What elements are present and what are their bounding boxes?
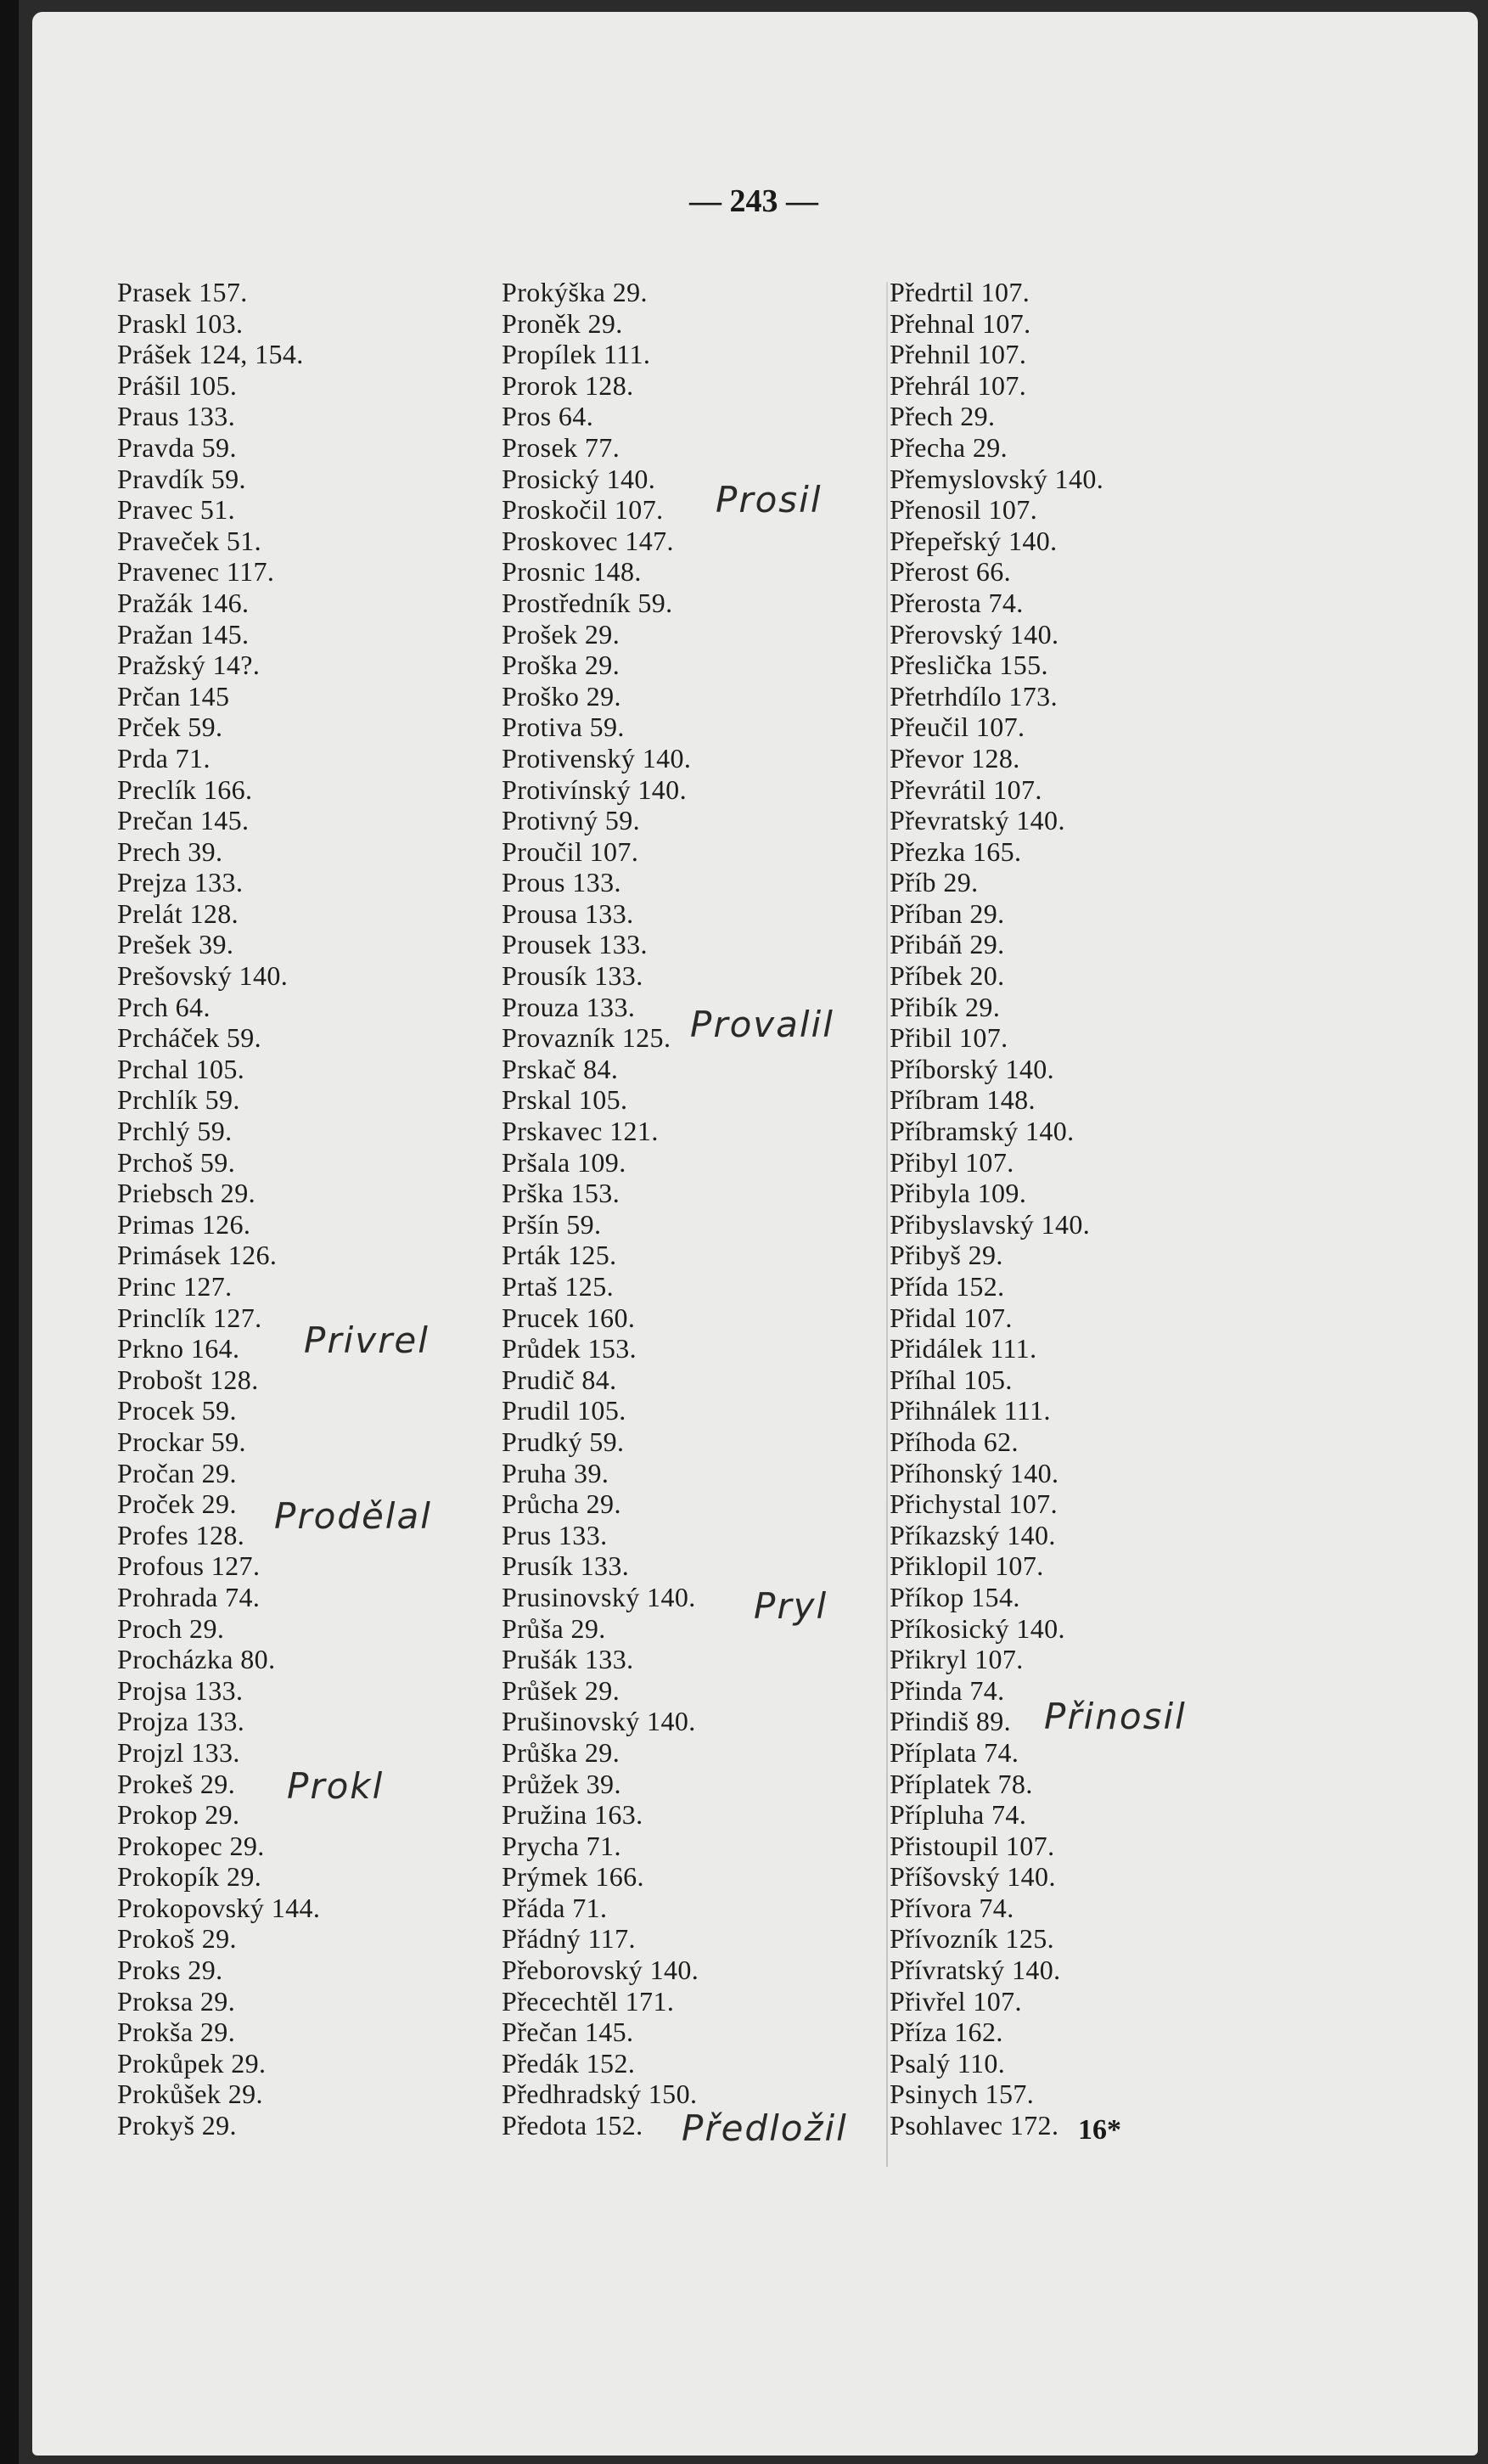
- name-entry: Předota 152.: [502, 2110, 643, 2141]
- name-entry: Prokoš 29.: [117, 1923, 237, 1955]
- name-entry: Preclík 166.: [117, 774, 253, 805]
- name-entry: Prokůpek 29.: [117, 2047, 267, 2079]
- name-entry: Pročan 29.: [117, 1457, 237, 1488]
- name-entry: Prousík 133.: [502, 960, 643, 992]
- name-entry: Primásek 126.: [117, 1240, 278, 1271]
- name-entry: Projsa 133.: [117, 1674, 244, 1706]
- name-entry: Přívratský 140.: [890, 1955, 1061, 1986]
- name-entry: Protivný 59.: [502, 805, 641, 836]
- name-entry: Přeučil 107.: [890, 712, 1025, 743]
- name-entry: Prucek 160.: [502, 1302, 636, 1333]
- name-entry: Přibyš 29.: [890, 1240, 1003, 1271]
- name-entry: Přezka 165.: [890, 835, 1022, 867]
- name-entry: Projza 133.: [117, 1706, 245, 1737]
- name-entry: Pravda 59.: [117, 431, 237, 463]
- name-entry: Předrtil 107.: [890, 277, 1030, 307]
- name-entry: Přáda 71.: [502, 1892, 608, 1923]
- name-entry: Přivřel 107.: [890, 1985, 1022, 2017]
- name-entry: Prostředník 59.: [502, 587, 673, 618]
- name-entry: Přihnálek 111.: [890, 1395, 1051, 1426]
- name-entry: Praveček 51.: [117, 525, 262, 556]
- name-entry: Primas 126.: [117, 1208, 251, 1240]
- name-entry: Prous 133.: [502, 867, 621, 898]
- name-entry: Propílek 111.: [502, 339, 651, 370]
- name-entry: Prelát 128.: [117, 897, 239, 929]
- name-entry: Příplata 74.: [890, 1736, 1019, 1768]
- name-entry: Přecechtěl 171.: [502, 1985, 675, 2017]
- page-number: — 243 —: [689, 183, 818, 219]
- name-entry: Prus 133.: [502, 1519, 608, 1550]
- name-entry: Průcha 29.: [502, 1488, 621, 1520]
- name-entry: Prchoš 59.: [117, 1146, 236, 1178]
- name-entry: Prešovský 140.: [117, 960, 289, 992]
- name-entry: Předhradský 150.: [502, 2079, 698, 2110]
- name-entry: Probošt 128.: [117, 1364, 259, 1395]
- name-entry: Prosický 140.: [502, 463, 656, 494]
- name-entry: Převor 128.: [890, 742, 1020, 774]
- name-entry: Prockar 59.: [117, 1426, 246, 1457]
- name-entry: Přemyslovský 140.: [890, 463, 1104, 494]
- name-entry: Průžek 39.: [502, 1768, 621, 1799]
- name-entry: Prosek 77.: [502, 431, 620, 463]
- name-entry: Prda 71.: [117, 742, 211, 774]
- name-entry: Prušák 133.: [502, 1644, 634, 1675]
- name-entry: Pražák 146.: [117, 587, 250, 618]
- name-entry: Prskal 105.: [502, 1084, 628, 1116]
- name-entry: Protivenský 140.: [502, 742, 692, 774]
- name-entry: Přecha 29.: [890, 431, 1008, 463]
- handwritten-note: Provalil: [690, 1004, 834, 1045]
- name-entry: Přindiš 89.: [890, 1706, 1012, 1737]
- name-entry: Prešek 39.: [117, 929, 234, 960]
- name-entry: Princlík 127.: [117, 1302, 262, 1333]
- name-entry: Prorok 128.: [502, 369, 634, 401]
- name-entry: Přiklopil 107.: [890, 1550, 1044, 1582]
- name-entry: Prták 125.: [502, 1240, 617, 1271]
- handwritten-note: Pryl: [754, 1585, 828, 1627]
- name-entry: Proněk 29.: [502, 307, 623, 339]
- scanner-edge: [0, 0, 19, 2464]
- name-entry: Příbramský 140.: [890, 1116, 1075, 1147]
- name-entry: Průdek 153.: [502, 1333, 637, 1364]
- name-entry: Prusinovský 140.: [502, 1581, 696, 1612]
- handwritten-note: Přinosil: [1044, 1696, 1187, 1737]
- name-entry: Příborský 140.: [890, 1053, 1055, 1084]
- name-entry: Proček 29.: [117, 1488, 237, 1520]
- name-entry: Přistoupil 107.: [890, 1830, 1055, 1861]
- name-entry: Přepeřský 140.: [890, 525, 1058, 556]
- name-entry: Prtaš 125.: [502, 1271, 614, 1302]
- column-divider: [886, 282, 888, 2167]
- name-entry: Přívora 74.: [890, 1892, 1014, 1923]
- name-entry: Pražan 145.: [117, 618, 250, 650]
- name-entry: Přehrál 107.: [890, 369, 1027, 401]
- name-entry: Prousek 133.: [502, 929, 648, 960]
- handwritten-note: Prodělal: [274, 1495, 432, 1537]
- name-entry: Profes 128.: [117, 1519, 245, 1550]
- name-entry: Průša 29.: [502, 1612, 606, 1644]
- name-entry: Pršín 59.: [502, 1208, 602, 1240]
- name-entry: Proška 29.: [502, 650, 620, 681]
- name-entry: Prška 153.: [502, 1178, 620, 1209]
- handwritten-note: Předložil: [682, 2107, 848, 2149]
- name-entry: Prušinovský 140.: [502, 1706, 696, 1737]
- name-entry: Prečan 145.: [117, 805, 250, 836]
- handwritten-note: Prokl: [287, 1765, 385, 1807]
- name-entry: Přečan 145.: [502, 2017, 634, 2048]
- name-entry: Prokyš 29.: [117, 2110, 237, 2141]
- name-entry: Přeslička 155.: [890, 650, 1048, 681]
- name-entry: Prášek 124, 154.: [117, 339, 304, 370]
- name-entry: Příhal 105.: [890, 1364, 1013, 1395]
- name-entry: Profous 127.: [117, 1550, 261, 1582]
- name-entry: Pros 64.: [502, 401, 594, 432]
- name-entry: Přidal 107.: [890, 1302, 1013, 1333]
- name-entry: Prokůšek 29.: [117, 2079, 263, 2110]
- name-entry: Přikryl 107.: [890, 1644, 1024, 1675]
- name-entry: Protiva 59.: [502, 712, 625, 743]
- name-entry: Proskočil 107.: [502, 494, 664, 526]
- name-entry: Pravec 51.: [117, 494, 236, 526]
- name-entry: Proučil 107.: [502, 835, 639, 867]
- name-entry: Prkno 164.: [117, 1333, 240, 1364]
- name-entry: Přehnil 107.: [890, 339, 1027, 370]
- name-entry: Prýmek 166.: [502, 1861, 644, 1893]
- name-entry: Prcháček 59.: [117, 1022, 262, 1054]
- name-entry: Příbram 148.: [890, 1084, 1036, 1116]
- name-entry: Psalý 110.: [890, 2047, 1006, 2079]
- name-entry: Pršala 109.: [502, 1146, 626, 1178]
- name-entry: Přibil 107.: [890, 1022, 1008, 1054]
- name-entry: Přeborovský 140.: [502, 1955, 699, 1986]
- name-entry: Předák 152.: [502, 2047, 636, 2079]
- name-entry: Prch 64.: [117, 991, 211, 1022]
- name-entry: Přinda 74.: [890, 1674, 1005, 1706]
- name-entry: Prousa 133.: [502, 897, 634, 929]
- name-entry: Projzl 133.: [117, 1736, 240, 1768]
- name-entry: Praskl 103.: [117, 307, 244, 339]
- name-entry: Převratský 140.: [890, 805, 1065, 836]
- name-entry: Přibyla 109.: [890, 1178, 1027, 1209]
- name-entry: Pruha 39.: [502, 1457, 609, 1488]
- name-entry: Prosnic 148.: [502, 556, 642, 588]
- name-entry: Přichystal 107.: [890, 1488, 1058, 1520]
- name-entry: Prokopovský 144.: [117, 1892, 321, 1923]
- name-entry: Prokopík 29.: [117, 1861, 262, 1893]
- name-entry: Prokša 29.: [117, 2017, 236, 2048]
- handwritten-note: Privrel: [304, 1319, 430, 1361]
- name-entry: Přech 29.: [890, 401, 996, 432]
- name-entry: Prusík 133.: [502, 1550, 630, 1582]
- name-entry: Protivínský 140.: [502, 774, 687, 805]
- name-entry: Provazník 125.: [502, 1022, 671, 1054]
- name-entry: Pražský 14?.: [117, 650, 261, 681]
- name-entry: Pravenec 117.: [117, 556, 275, 588]
- name-entry: Přerosta 74.: [890, 587, 1024, 618]
- name-entry: Průška 29.: [502, 1736, 620, 1768]
- handwritten-note: Prosil: [716, 479, 823, 520]
- name-entry: Procházka 80.: [117, 1644, 276, 1675]
- name-entry: Příhoda 62.: [890, 1426, 1019, 1457]
- name-entry: Psinych 157.: [890, 2079, 1035, 2110]
- name-entry: Průšek 29.: [502, 1674, 620, 1706]
- name-entry: Přenosil 107.: [890, 494, 1038, 526]
- name-entry: Prášil 105.: [117, 369, 238, 401]
- name-entry: Prejza 133.: [117, 867, 244, 898]
- name-column-1: [117, 277, 320, 2141]
- name-entry: Příb 29.: [890, 867, 979, 898]
- name-entry: Prchlík 59.: [117, 1084, 240, 1116]
- name-entry: Prudký 59.: [502, 1426, 625, 1457]
- name-entry: Prech 39.: [117, 835, 223, 867]
- name-entry: Proch 29.: [117, 1612, 225, 1644]
- name-entry: Praus 133.: [117, 401, 236, 432]
- name-entry: Přidálek 111.: [890, 1333, 1037, 1364]
- name-entry: Přída 152.: [890, 1271, 1005, 1302]
- name-entry: Příban 29.: [890, 897, 1005, 929]
- name-entry: Příkazský 140.: [890, 1519, 1056, 1550]
- name-entry: Příplatek 78.: [890, 1768, 1033, 1799]
- name-entry: Prskavec 121.: [502, 1116, 659, 1147]
- name-column-3: [890, 277, 1103, 2141]
- name-entry: Přívozník 125.: [890, 1923, 1055, 1955]
- name-entry: Prouza 133.: [502, 991, 636, 1022]
- name-entry: Přerovský 140.: [890, 618, 1059, 650]
- name-entry: Přibyslavský 140.: [890, 1208, 1091, 1240]
- name-entry: Proskovec 147.: [502, 525, 674, 556]
- name-entry: Přehnal 107.: [890, 307, 1031, 339]
- name-entry: Přerost 66.: [890, 556, 1012, 588]
- name-entry: Přádný 117.: [502, 1923, 636, 1955]
- name-entry: Převrátil 107.: [890, 774, 1042, 805]
- name-entry: Příkop 154.: [890, 1581, 1020, 1612]
- name-entry: Prček 59.: [117, 712, 223, 743]
- name-entry: Prasek 157.: [117, 277, 248, 307]
- name-entry: Příšovský 140.: [890, 1861, 1056, 1893]
- name-entry: Přibík 29.: [890, 991, 1001, 1022]
- name-entry: Prčan 145: [117, 680, 230, 712]
- name-entry: Proksa 29.: [117, 1985, 236, 2017]
- name-entry: Příkosický 140.: [890, 1612, 1065, 1644]
- name-entry: Prycha 71.: [502, 1830, 621, 1861]
- name-entry: Prokopec 29.: [117, 1830, 265, 1861]
- name-entry: Priebsch 29.: [117, 1178, 256, 1209]
- name-column-2: [502, 277, 699, 2141]
- name-entry: Prskač 84.: [502, 1053, 619, 1084]
- name-entry: Pravdík 59.: [117, 463, 246, 494]
- name-entry: Pružina 163.: [502, 1799, 643, 1831]
- name-entry: Přibyl 107.: [890, 1146, 1014, 1178]
- name-entry: Prokop 29.: [117, 1799, 240, 1831]
- name-entry: Přibáň 29.: [890, 929, 1005, 960]
- name-entry: Prchal 105.: [117, 1053, 245, 1084]
- name-entry: Příhonský 140.: [890, 1457, 1059, 1488]
- name-entry: Prohrada 74.: [117, 1581, 261, 1612]
- book-page: [32, 12, 1478, 2456]
- name-entry: Proško 29.: [502, 680, 621, 712]
- name-entry: Prchlý 59.: [117, 1116, 233, 1147]
- name-entry: Prudil 105.: [502, 1395, 626, 1426]
- name-entry: Prokeš 29.: [117, 1768, 236, 1799]
- name-entry: Princ 127.: [117, 1271, 233, 1302]
- name-entry: Přetrhdílo 173.: [890, 680, 1058, 712]
- name-entry: Prudič 84.: [502, 1364, 617, 1395]
- name-entry: Proks 29.: [117, 1955, 223, 1986]
- name-entry: Psohlavec 172.: [890, 2110, 1059, 2141]
- name-entry: Příbek 20.: [890, 960, 1005, 992]
- name-entry: Prošek 29.: [502, 618, 620, 650]
- signature-mark: 16*: [1078, 2114, 1121, 2146]
- name-entry: Přípluha 74.: [890, 1799, 1027, 1831]
- name-entry: Prokýška 29.: [502, 277, 648, 307]
- name-entry: Procek 59.: [117, 1395, 237, 1426]
- name-entry: Příza 162.: [890, 2017, 1003, 2048]
